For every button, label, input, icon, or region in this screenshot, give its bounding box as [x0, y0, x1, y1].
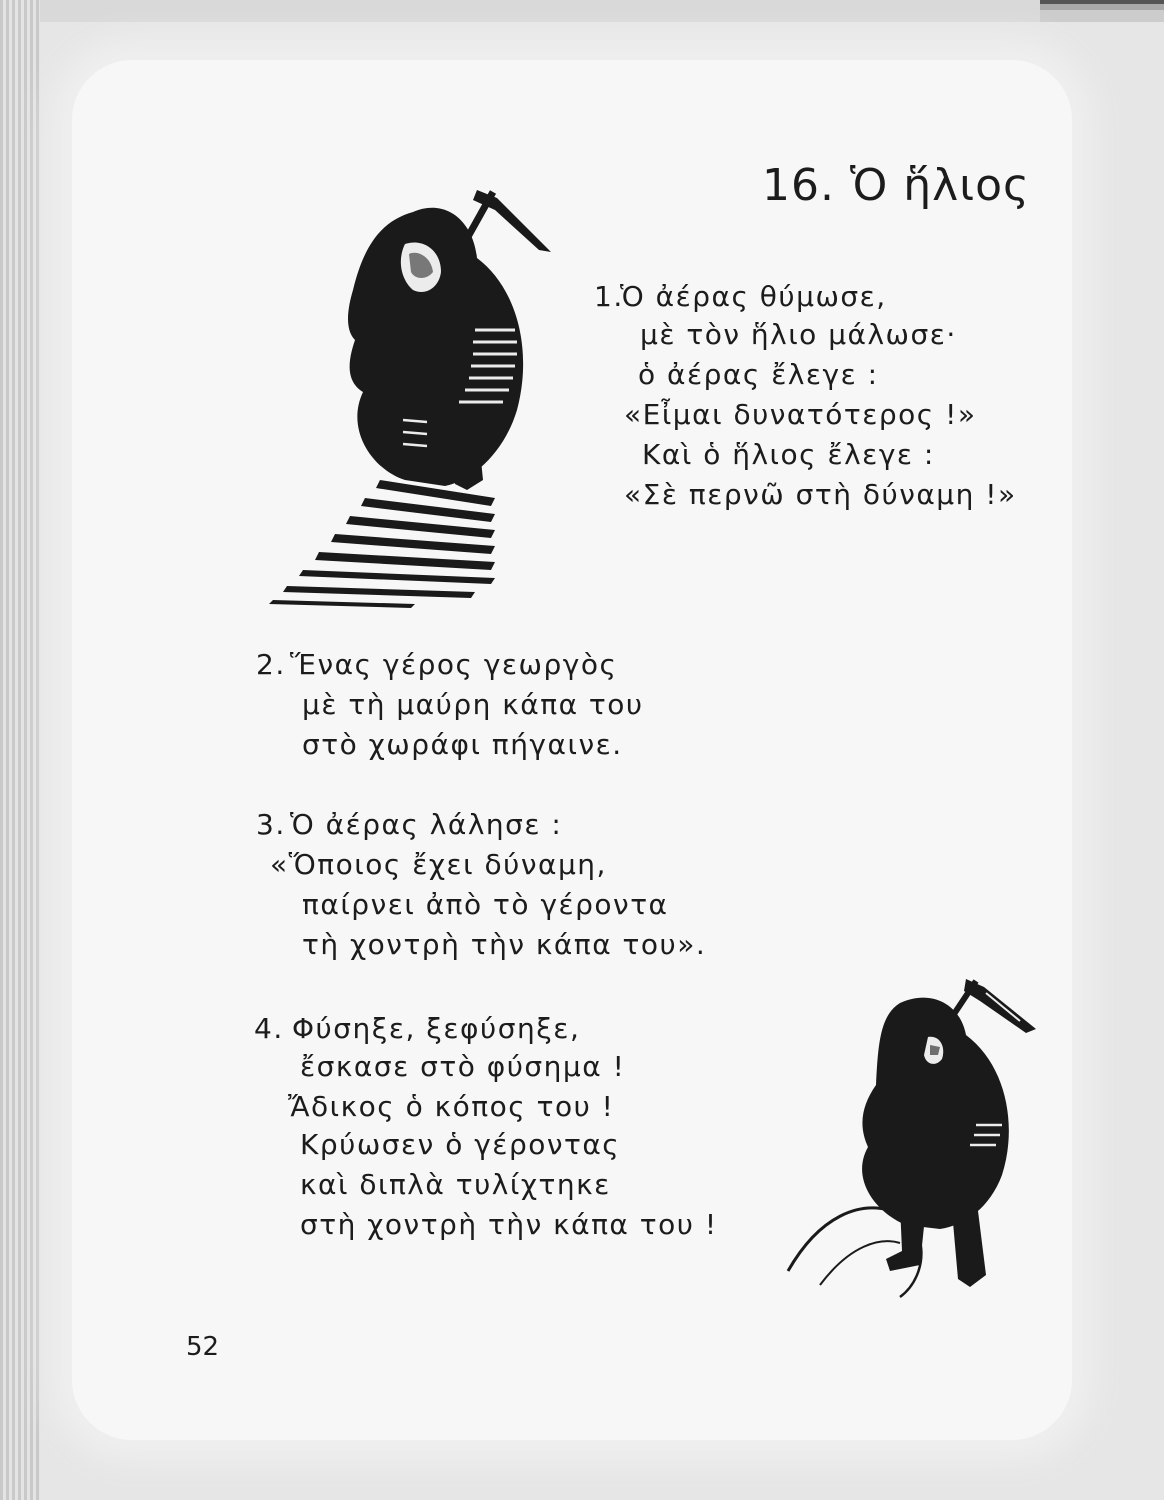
stanza-4-line-5: καὶ διπλὰ τυλίχτηκε: [300, 1168, 611, 1201]
book-cover-edge: [1040, 0, 1164, 22]
stanza-1-number: 1.: [594, 280, 624, 313]
stanza-3-line-4: τὴ χοντρὴ τὴν κάπα του».: [302, 928, 707, 961]
stanza-3-line-2: «Ὅποιος ἔχει δύναμη,: [270, 848, 607, 881]
stanza-4-line-1: Φύσηξε, ξεφύσηξε,: [292, 1012, 581, 1045]
farmer-illustration-bottom: [780, 975, 1050, 1315]
stanza-1-line-1: Ὁ ἀέρας θύμωσε,: [620, 280, 887, 313]
stanza-4-line-2: ἔσκασε στὸ φύσημα !: [300, 1050, 626, 1083]
stanza-4-line-6: στὴ χοντρὴ τὴν κάπα του !: [300, 1208, 718, 1241]
farmer-illustration-top: [255, 180, 575, 620]
stanza-3-number: 3.: [256, 808, 286, 841]
stanza-3-line-1: Ὁ ἀέρας λάλησε :: [290, 808, 563, 841]
page-title: 16. Ὁ ἥλιος: [762, 160, 1030, 211]
stanza-4-line-3: Ἄδικος ὁ κόπος του !: [288, 1090, 615, 1123]
stanza-2-number: 2.: [256, 648, 286, 681]
page-number: 52: [186, 1332, 220, 1362]
stanza-2-line-2: μὲ τὴ μαύρη κάπα του: [302, 688, 644, 721]
stanza-1-line-3: ὁ ἀέρας ἔλεγε :: [638, 358, 879, 391]
stanza-3-line-3: παίρνει ἀπὸ τὸ γέροντα: [302, 888, 669, 921]
stanza-2-line-3: στὸ χωράφι πήγαινε.: [302, 728, 623, 761]
stanza-1-line-5: Καὶ ὁ ἥλιος ἔλεγε :: [642, 438, 935, 471]
stanza-1-line-2: μὲ τὸν ἥλιο μάλωσε·: [640, 318, 957, 351]
stanza-4-number: 4.: [254, 1012, 284, 1045]
stanza-1-line-4: «Εἶμαι δυνατότερος !»: [624, 398, 977, 431]
stanza-4-line-4: Κρύωσεν ὁ γέροντας: [300, 1128, 621, 1161]
book-page-edges: [0, 0, 40, 1500]
stanza-2-line-1: Ἕνας γέρος γεωργὸς: [290, 648, 618, 681]
stanza-1-line-6: «Σὲ περνῶ στὴ δύναμη !»: [624, 478, 1017, 511]
